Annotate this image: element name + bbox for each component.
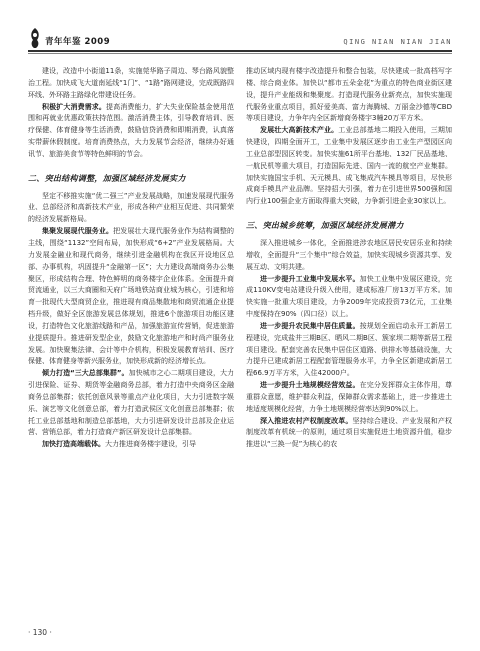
body-paragraph [28,226,234,368]
paragraph-text: 按规划全面启动永开工新居工程建设，完成盐井三期B区、晒风二期B区、簇家坝二期等新居工程项目建设。配套完善农民集中居住区道路、供排水等基础设施，大力提升已建成新居工程配套管理服务水平，力争全区新建成新居工程66.9万平方米，入住42000户。 [246,321,453,378]
paragraph-lead: 进一步提升农民集中居住质量。 [260,321,360,330]
body-paragraph [28,66,234,102]
yearbook-logo-icon [28,27,42,49]
body-paragraph [28,102,234,161]
paragraph-lead: 加快打造高端载体。 [42,440,105,449]
paragraph-lead: 进一步提升土地规模经营效益。 [260,381,360,390]
yearbook-title-pinyin: QING NIAN NIAN JIAN [343,38,452,46]
paragraph-text: 提高消费能力，扩大失业保险基金使用范围和再就业优惠政策扶持范围。激活消费主体，引导教育培训、医疗保健、体育健身等生活消费，鼓励信贷消费和即期消费，认真落实带薪休假制度。培育消费热点，大力发展节会经济，继续办好通讯节、旅游美食节等特色鲜明的节会。 [28,102,235,158]
paragraph-text: 坚持综合建设、产业发展和产权制度改革有机统一的原则，通过项目实施促进土地资源升值，稳步推进以“三换一促”为核心的农 [246,416,452,449]
page-header [0,0,480,60]
paragraph-lead: 倾力打造“三大总部集群”。 [42,369,129,378]
paragraph-lead: 积极扩大消费需求。 [42,102,107,111]
body-paragraph [28,439,234,451]
page-number: · 130 · [28,628,52,637]
body-paragraph [246,321,452,380]
paragraph-text: 在完分发挥群众主体作用，尊重群众意愿，维护群众利益，保障群众需求基础上，进一步推进土地适度规模化经营，力争土地规模经营率达到90%以上。 [246,381,453,413]
body-paragraph [246,274,452,321]
body-paragraph [246,380,452,416]
header-divider [28,50,452,52]
paragraph-text: 工业总部基地二期投入使用，三期加快建设，四期全面开工，工业集中发展区逐步由工业生产型园区向工业总部型园区转变。加快实施61所平台基地、132厂民品基地、一航民机等重大项目，打造国际先进、国内一流的航空产业集群。加快实施国宝手机、天元模具、成飞集成汽车模具等项目，尽快形成商手模具产业品牌。坚持招大引强，着力在引进世界500强和国内行业100强企业方面取得重大突破，力争新引进企业30家以上。 [246,126,453,206]
body-paragraph [246,238,452,274]
paragraph-text: 大力推进商务楼宇建设，引导 [105,440,196,449]
paragraph-lead: 深入推进农村产权制度改革。 [260,416,353,425]
paragraph-text: 坚定不移推实施“优二强三”产业发展战略，加速发展现代服务业、总部经济和高新技术产业，形成各种产业相互促进、共同繁荣的经济发展新格局。 [28,191,234,224]
body-paragraph [246,66,452,125]
paragraph-lead: 进一步提升工业集中发展水平。 [260,274,360,283]
right-text-column [246,66,452,451]
section-heading: 三、突出城乡统筹，加强区域经济发展潜力 [246,221,404,231]
body-paragraph [28,191,234,227]
paragraph-lead: 发展壮大高新技术产业。 [260,126,339,135]
paragraph-text: 深入推进城乡一体化，全面推进涉农地区居民安居乐业和持续增收，全面提升“三个集中”综合效益，加快实现城乡资源共享、发展互动、文明共建。 [246,238,452,271]
paragraph-text: 加快工业集中发展区建设，完成110KV变电站建设升级入使用，建成标准厂房13万平方米。加快实施一批重大项目建设，力争2009年完成投资73亿元，工业集中度保持在90%（四口径）以上。 [246,274,453,319]
paragraph-text: 加快城市之心二期项目建设，大力引进保险、证券、期货等金融商务总部，着力打造中央商务区金融商务总部集群；依托创意风景等重点产业化项目，大力引进数字娱乐、演艺等文化创意总部，着力打造武侯区文化创意总部集群；依托工业总部基地和制造总部基地，大力引进研发设计总部及企业运营、营销总部，着力打造商产新区研发设计总部集群。 [28,369,235,437]
yearbook-title: 青年年鉴 2009 [45,37,111,47]
body-paragraph [28,368,234,439]
header-divider-thin [28,53,452,54]
paragraph-text: 把发展壮大现代服务业作为结构调整的主线，围绕“1132”空间布局，加快形成“6+2”产业发展格局。大力发展金融业和现代商务，继续引进金融机构在我区开设地区总部、办事机构，巩固提升“金融第一区”；大力建设高端商务办公集聚区，形成结构合理、特色鲜明的商务楼宇企业体系。全面提升商贸流通业，以三大商圈和天府广场地铁站商业城为核心，引进和培育一批现代大型商贸企业，推进现有商品集散地和商贸流通企业提档升级，做好全区旅游发展总体规划，推进6个旅游项目功能区建设，打造特色文化旅游线路和产品，加强旅游宣传营销，促进旅游业提质提升。推进研发型企业，鼓励文化旅游地产和时尚产服务业发展。加快聚集法律、会计等中介机构，积极发展教育培训、医疗保健、体育健身等新兴服务业，加快形成新的经济增长点。 [28,227,235,366]
body-paragraph [246,125,452,208]
paragraph-lead: 集聚发展现代服务业。 [42,227,114,236]
paragraph-text: 建设，改造中小街道11条，实施莞华路子周边、琴台路风貌整治工程。加快成飞大道南延线“1门”、“1路”路网建设，完成既路四环线、外环路主路绿化带建设任务。 [28,67,234,99]
body-paragraph [246,416,452,452]
paragraph-text: 推动区域内现有楼宇改造提升和整合包装，尽快建成一批高档写字楼、综合商业体。加快以“都市五朵金花”为重点的特色商业街区建设，提升产业能级和集聚度。打造现代服务业新亮点，加快实施现代服务业重点项目，抓好爱美高、富力海腾城、万丽金沙德等CBD等项目建设，力争年内全区新增商务楼宇3幢20万平方米。 [246,67,452,123]
section-heading: 二、突出结构调整，加强区域经济发展实力 [28,173,186,183]
left-text-column [28,66,234,451]
